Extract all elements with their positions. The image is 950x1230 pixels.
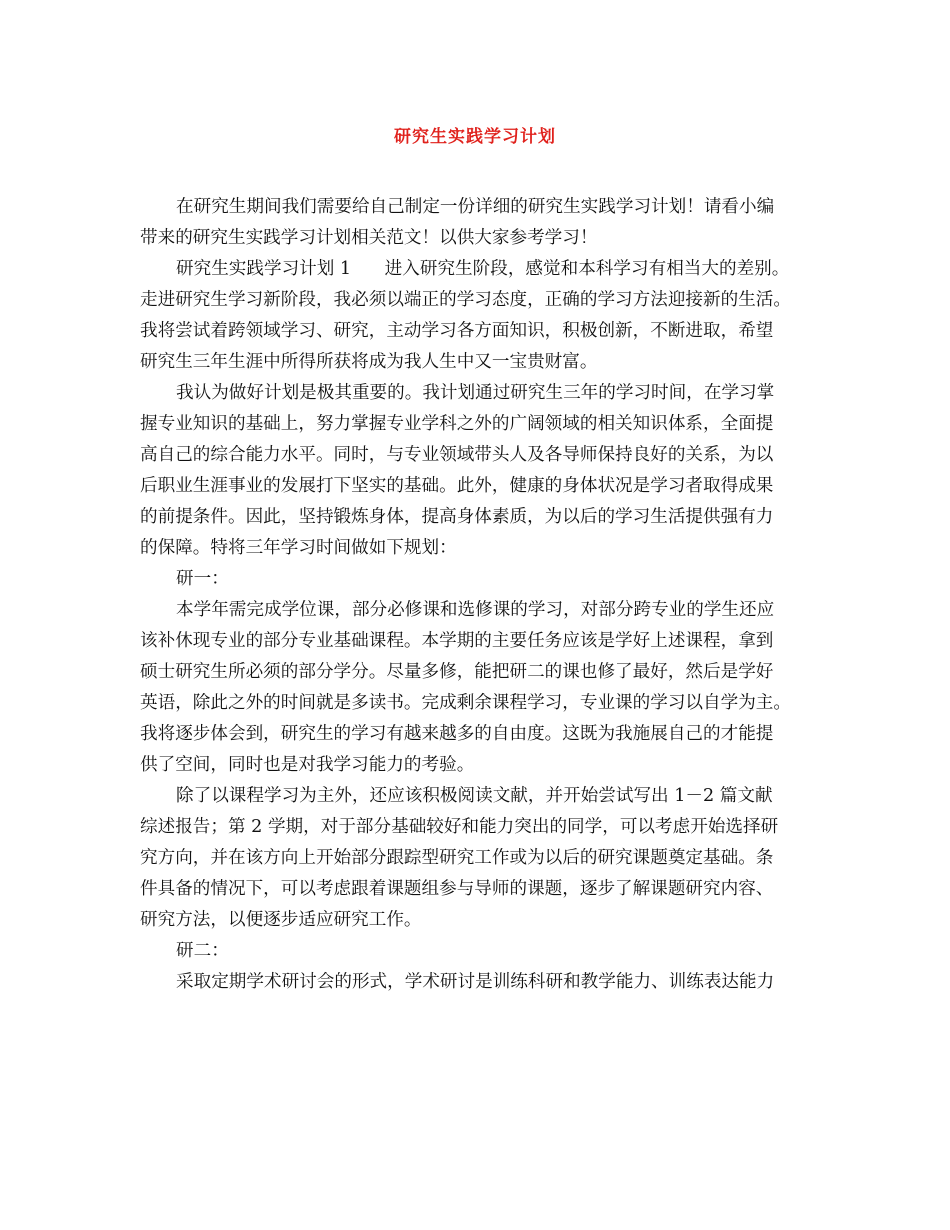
text-line: 在研究生期间我们需要给自己制定一份详细的研究生实践学习计划！请看小编 [176, 197, 775, 217]
text-line: 采取定期学术研讨会的形式，学术研讨是训练科研和教学能力、训练表达能力 [176, 972, 775, 992]
text-line: 我认为做好计划是极其重要的。我计划通过研究生三年的学习时间，在学习掌 [176, 383, 775, 403]
text-line: 综述报告；第 2 学期，对于部分基础较好和能力突出的同学，可以考虑开始选择研 [140, 817, 779, 837]
text-line: 高自己的综合能力水平。同时，与专业领域带头人及各导师保持良好的关系，为以 [140, 445, 774, 465]
text-line: 研究方法，以便逐步适应研究工作。 [140, 910, 422, 930]
text-line: 研二： [176, 941, 229, 961]
text-line: 带来的研究生实践学习计划相关范文！以供大家参考学习！ [140, 228, 598, 248]
text-line: 究方向，并在该方向上开始部分跟踪型研究工作或为以后的研究课题奠定基础。条 [140, 848, 774, 868]
text-line: 硕士研究生所必须的部分学分。尽量多修，能把研二的课也修了最好，然后是学好 [140, 662, 774, 682]
text-line: 供了空间，同时也是对我学习能力的考验。 [140, 755, 475, 775]
text-line: 我将逐步体会到，研究生的学习有越来越多的自由度。这既为我施展自己的才能提 [140, 724, 774, 744]
text-line: 本学年需完成学位课，部分必修课和选修课的学习，对部分跨专业的学生还应 [176, 600, 775, 620]
text-line: 除了以课程学习为主外，还应该积极阅读文献，并开始尝试写出 1－2 篇文献 [176, 786, 773, 806]
text-line: 英语，除此之外的时间就是多读书。完成剩余课程学习，专业课的学习以自学为主。 [140, 693, 791, 713]
text-line: 走进研究生学习新阶段，我必须以端正的学习态度，正确的学习方法迎接新的生活。 [140, 290, 791, 310]
text-line: 研一： [176, 569, 229, 589]
text-line: 握专业知识的基础上，努力掌握专业学科之外的广阔领域的相关知识体系，全面提 [140, 414, 774, 434]
text-line: 的前提条件。因此，坚持锻炼身体，提高身体素质，为以后的学习生活提供强有力 [140, 507, 774, 527]
text-line: 件具备的情况下，可以考虑跟着课题组参与导师的课题，逐步了解课题研究内容、 [140, 879, 774, 899]
text-line: 该补休现专业的部分专业基础课程。本学期的主要任务应该是学好上述课程，拿到 [140, 631, 774, 651]
text-line: 研究生实践学习计划 1 进入研究生阶段，感觉和本科学习有相当大的差别。 [176, 259, 790, 279]
text-line: 后职业生涯事业的发展打下坚实的基础。此外，健康的身体状况是学习者取得成果 [140, 476, 774, 496]
document-body [140, 192, 820, 998]
text-line: 我将尝试着跨领域学习、研究，主动学习各方面知识，积极创新，不断进取，希望 [140, 321, 774, 341]
document-title: 研究生实践学习计划 [394, 127, 556, 147]
text-line: 研究生三年生涯中所得所获将成为我人生中又一宝贵财富。 [140, 352, 598, 372]
text-line: 的保障。特将三年学习时间做如下规划： [140, 538, 457, 558]
